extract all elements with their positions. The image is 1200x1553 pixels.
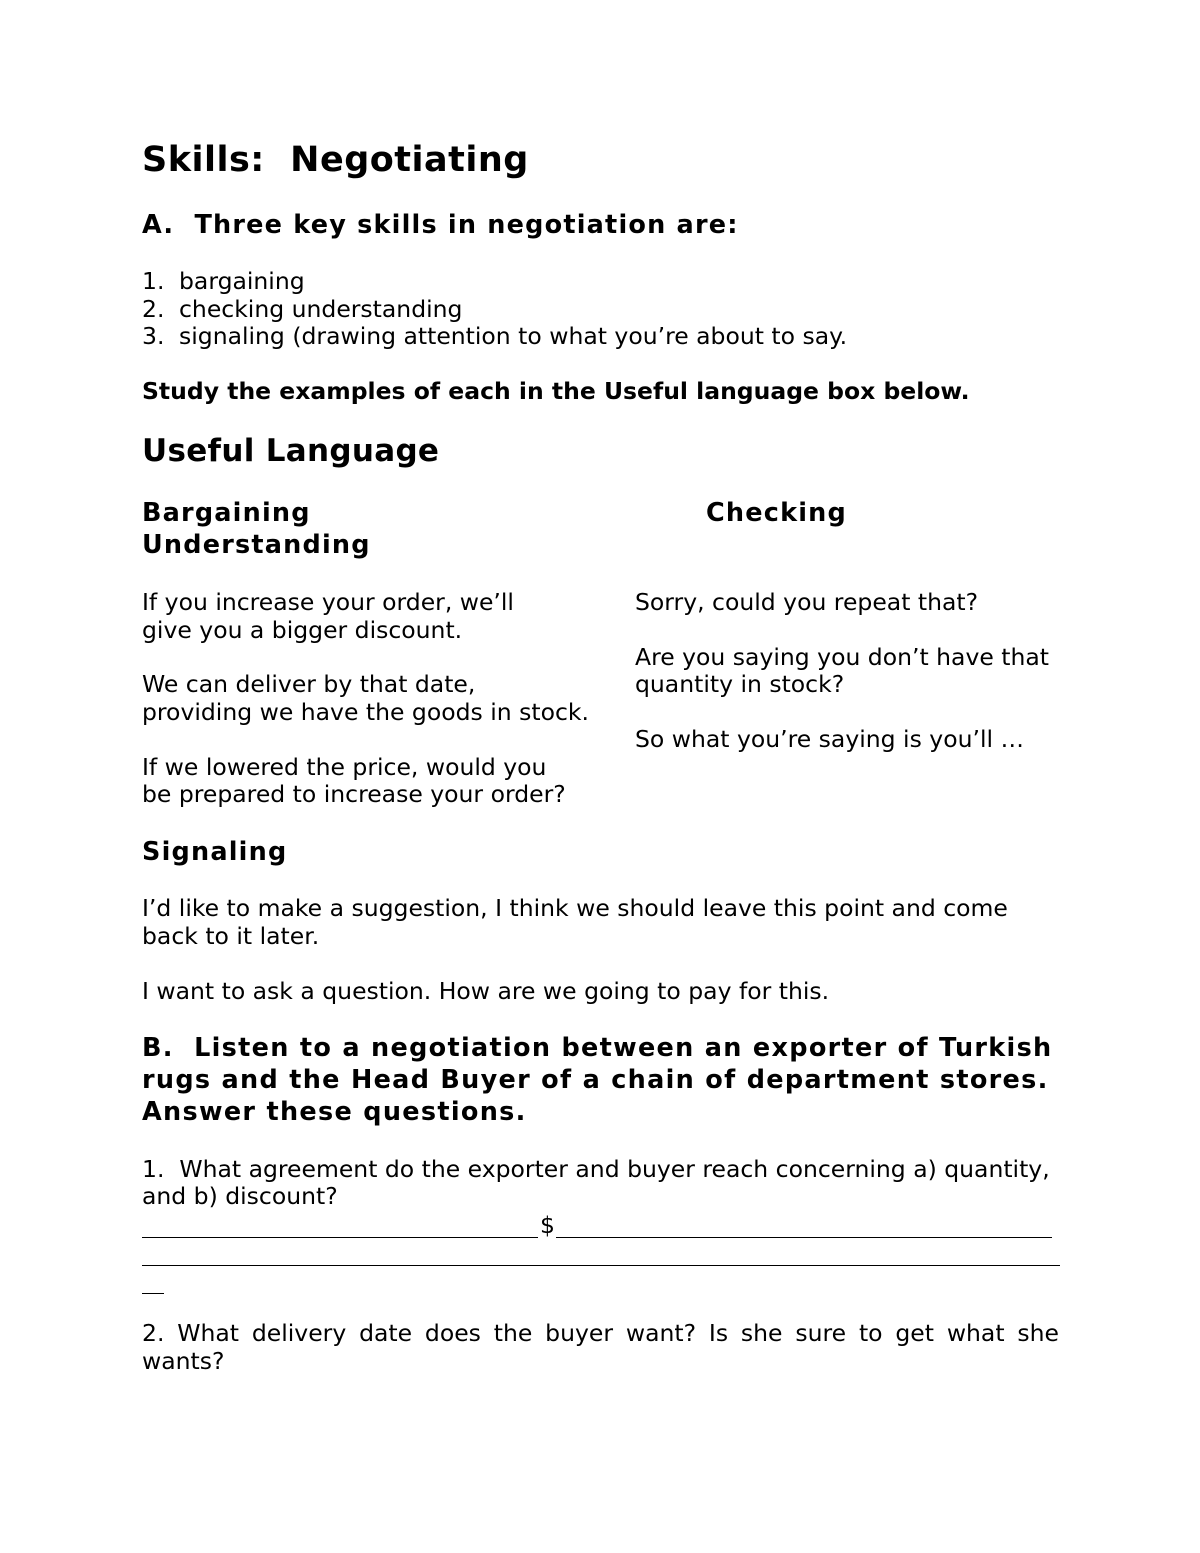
question-1-line-1: 1. What agreement do the exporter and buyer reach concerning a) quantity, xyxy=(142,1155,1050,1183)
bargaining-example-3-line-1: If we lowered the price, would you xyxy=(142,753,547,781)
section-a-heading: A. Three key skills in negotiation are: xyxy=(142,210,739,240)
section-b-heading-line-2: rugs and the Head Buyer of a chain of department stores. xyxy=(142,1065,1049,1095)
list-item-number: 3. xyxy=(142,322,165,350)
section-b-heading-line-3: Answer these questions. xyxy=(142,1097,527,1127)
signaling-example-2: I want to ask a question. How are we going to pay for this. xyxy=(142,977,830,1005)
signaling-example-1-line-2: back to it later. xyxy=(142,922,320,950)
instruction-text: Study the examples of each in the Useful language box below. xyxy=(142,377,970,405)
list-item: bargaining xyxy=(179,267,305,295)
section-b-heading-line-1: B. Listen to a negotiation between an exporter of Turkish xyxy=(142,1033,1053,1063)
list-item-number: 1. xyxy=(142,267,165,295)
bargaining-example-1-line-1: If you increase your order, we’ll xyxy=(142,588,514,616)
checking-heading: Checking xyxy=(706,498,847,528)
answer-line-discount[interactable] xyxy=(556,1237,1052,1238)
bargaining-heading: Bargaining xyxy=(142,498,311,528)
checking-example-2-line-1: Are you saying you don’t have that xyxy=(635,643,1050,671)
page-title: Skills: Negotiating xyxy=(142,140,529,180)
understanding-heading: Understanding xyxy=(142,530,371,560)
bargaining-example-2-line-1: We can deliver by that date, xyxy=(142,670,476,698)
signaling-example-1-line-1: I’d like to make a suggestion, I think we should leave this point and come xyxy=(142,894,1008,922)
question-1-line-2: and b) discount? xyxy=(142,1182,338,1210)
useful-language-heading: Useful Language xyxy=(142,433,440,469)
answer-line-quantity[interactable] xyxy=(142,1237,538,1238)
list-item: signaling (drawing attention to what you’re about to say. xyxy=(179,322,848,350)
answer-line-full[interactable] xyxy=(142,1265,1060,1266)
bargaining-example-1-line-2: give you a bigger discount. xyxy=(142,616,463,644)
checking-example-1: Sorry, could you repeat that? xyxy=(635,588,979,616)
signaling-heading: Signaling xyxy=(142,837,288,867)
answer-line-tail[interactable] xyxy=(142,1293,164,1294)
question-2: 2. What delivery date does the buyer want? Is she sure to get what she wants? xyxy=(142,1319,1059,1375)
checking-example-3: So what you’re saying is you’ll … xyxy=(635,725,1024,753)
checking-example-2-line-2: quantity in stock? xyxy=(635,670,845,698)
bargaining-example-2-line-2: providing we have the goods in stock. xyxy=(142,698,589,726)
dollar-sign: $ xyxy=(540,1211,555,1239)
bargaining-example-3-line-2: be prepared to increase your order? xyxy=(142,780,566,808)
list-item-number: 2. xyxy=(142,295,165,323)
list-item: checking understanding xyxy=(179,295,463,323)
